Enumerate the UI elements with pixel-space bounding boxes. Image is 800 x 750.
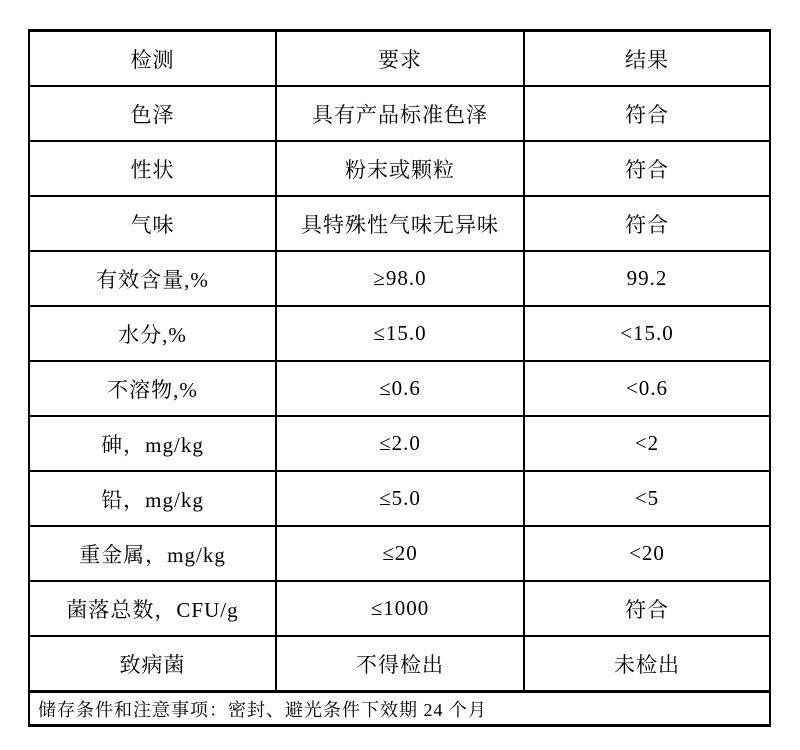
cell-result: 99.2 (524, 251, 770, 306)
cell-result: <5 (524, 471, 770, 526)
header-cell-test: 检测 (29, 31, 276, 87)
cell-requirement: 具特殊性气味无异味 (276, 196, 524, 251)
cell-requirement: ≤2.0 (276, 416, 524, 471)
cell-result: 符合 (524, 86, 770, 141)
table-row (29, 416, 770, 471)
cell-test: 砷，mg/kg (29, 416, 276, 471)
cell-test: 铅，mg/kg (29, 471, 276, 526)
table-row (29, 526, 770, 581)
cell-result: 符合 (524, 141, 770, 196)
cell-test: 致病菌 (29, 636, 276, 692)
cell-test: 气味 (29, 196, 276, 251)
header-cell-requirement: 要求 (276, 31, 524, 87)
cell-requirement: ≤1000 (276, 581, 524, 636)
cell-requirement: 不得检出 (276, 636, 524, 692)
cell-requirement: ≤20 (276, 526, 524, 581)
cell-test: 不溶物,% (29, 361, 276, 416)
cell-requirement: 具有产品标准色泽 (276, 86, 524, 141)
table-row (29, 196, 770, 251)
storage-note-row (29, 692, 770, 726)
cell-requirement: 粉末或颗粒 (276, 141, 524, 196)
table-row (29, 86, 770, 141)
cell-result: 符合 (524, 581, 770, 636)
cell-test: 菌落总数，CFU/g (29, 581, 276, 636)
cell-test: 性状 (29, 141, 276, 196)
inspection-table (28, 29, 771, 727)
header-cell-result: 结果 (524, 31, 770, 87)
cell-result: 符合 (524, 196, 770, 251)
cell-result: <0.6 (524, 361, 770, 416)
storage-note: 储存条件和注意事项：密封、避光条件下效期 24 个月 (29, 692, 770, 726)
cell-requirement: ≥98.0 (276, 251, 524, 306)
cell-result: <15.0 (524, 306, 770, 361)
cell-test: 重金属，mg/kg (29, 526, 276, 581)
cell-test: 色泽 (29, 86, 276, 141)
cell-test: 水分,% (29, 306, 276, 361)
cell-result: <20 (524, 526, 770, 581)
cell-requirement: ≤0.6 (276, 361, 524, 416)
cell-requirement: ≤15.0 (276, 306, 524, 361)
table-row (29, 471, 770, 526)
cell-requirement: ≤5.0 (276, 471, 524, 526)
table-row (29, 141, 770, 196)
cell-test: 有效含量,% (29, 251, 276, 306)
cell-result: 未检出 (524, 636, 770, 692)
table-row (29, 636, 770, 692)
cell-result: <2 (524, 416, 770, 471)
table-row (29, 361, 770, 416)
table-row (29, 581, 770, 636)
table-header-row (29, 31, 770, 87)
table-row (29, 306, 770, 361)
table-row (29, 251, 770, 306)
